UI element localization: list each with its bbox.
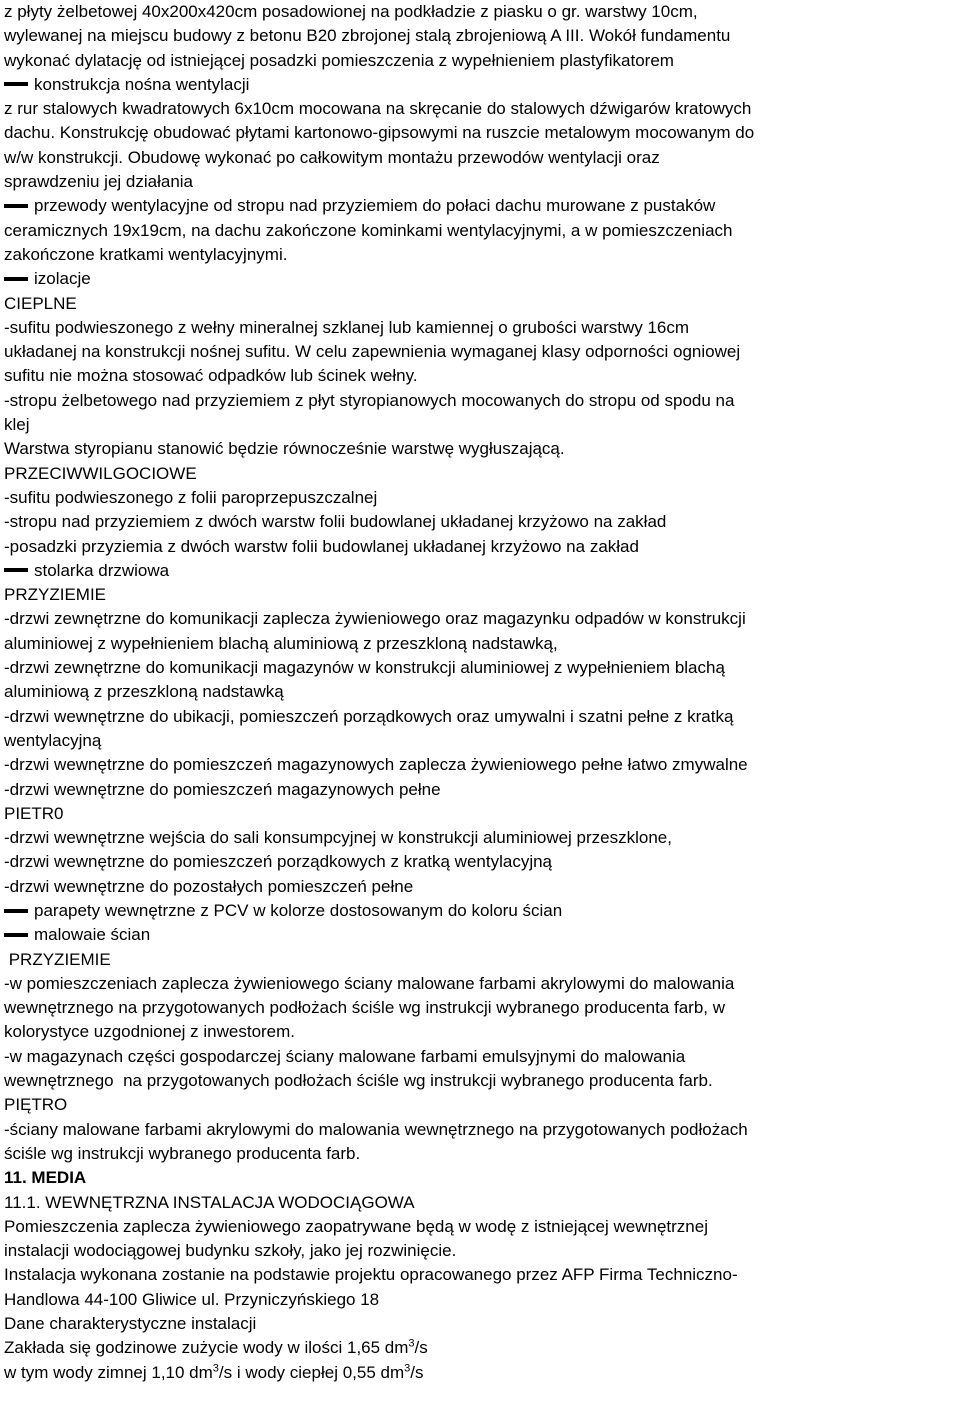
bullet-item: przewody wentylacyjne od stropu nad przyziemiem do połaci dachu murowane z pustaków <box>4 194 957 218</box>
text-line: -drzwi wewnętrzne do pomieszczeń magazynowych pełne <box>4 779 441 799</box>
text-line: sufitu nie można stosować odpadków lub ścinek wełny. <box>4 366 418 386</box>
text-line: zakończone kratkami wentylacyjnymi. <box>4 244 288 264</box>
text-line: w/w konstrukcji. Obudowę wykonać po całkowitym montażu przewodów wentylacji oraz <box>4 147 660 167</box>
chapter-heading: 11. MEDIA <box>4 1168 87 1188</box>
text-line: z rur stalowych kwadratowych 6x10cm mocowana na skręcanie do stalowych dźwigarów kratowych <box>4 99 752 119</box>
text-line: -drzwi wewnętrzne do pozostałych pomieszczeń pełne <box>4 876 414 896</box>
text-line: -w magazynach części gospodarczej ściany malowane farbami emulsyjnymi do malowania <box>4 1046 686 1066</box>
text-line: Handlowa 44-100 Gliwice ul. Przyniczyńskiego 18 <box>4 1289 380 1309</box>
text-line: -sufitu podwieszonego z folii paroprzepuszczalnej <box>4 487 378 507</box>
section-heading: PIĘTRO <box>4 1095 68 1115</box>
bullet-item: konstrukcja nośna wentylacji <box>4 73 957 97</box>
text-line: -sufitu podwieszonego z wełny mineralnej szklanej lub kamiennej o grubości warstwy 16cm <box>4 317 690 337</box>
subchapter-heading: 11.1. WEWNĘTRZNA INSTALACJA WODOCIĄGOWA <box>4 1192 415 1212</box>
dash-bullet-icon <box>4 82 28 86</box>
text-line: Warstwa styropianu stanowić będzie równocześnie warstwę wygłuszającą. <box>4 439 565 459</box>
text-line: Pomieszczenia zaplecza żywieniowego zaopatrywane będą w wodę z istniejącej wewnętrznej <box>4 1216 708 1236</box>
text-line: aluminiowej z wypełnieniem blachą aluminiową z przeszkloną nadstawką, <box>4 633 558 653</box>
text-line: wykonać dylatację od istniejącej posadzki pomieszczenia z wypełnieniem plastyfikatorem <box>4 50 674 70</box>
text-line: z płyty żelbetowej 40x200x420cm posadowionej na podkładzie z piasku o gr. warstwy 10cm, <box>4 2 698 21</box>
text-line: -drzwi wewnętrzne do pomieszczeń magazynowych zaplecza żywieniowego pełne łatwo zmywalne <box>4 755 748 775</box>
section-heading: PIETR0 <box>4 803 64 823</box>
text-line: -drzwi wewnętrzne wejścia do sali konsumpcyjnej w konstrukcji aluminiowej przeszklone, <box>4 828 672 848</box>
dash-bullet-icon <box>4 568 28 572</box>
text-line: ceramicznych 19x19cm, na dachu zakończone kominkami wentylacyjnymi, a w pomieszczeniach <box>4 220 733 240</box>
section-heading: PRZYZIEMIE <box>4 949 111 969</box>
text-line: kolorystyce uzgodnionej z inwestorem. <box>4 1022 296 1042</box>
text-line: -drzwi zewnętrzne do komunikacji magazynów w konstrukcji aluminiowej z wypełnieniem blachą <box>4 658 725 678</box>
text-line: instalacji wodociągowej budynku szkoły, jako jej rozwinięcie. <box>4 1241 457 1261</box>
text-line: ściśle wg instrukcji wybranego producenta farb. <box>4 1143 361 1163</box>
text-line: klej <box>4 415 30 435</box>
bullet-item: izolacje <box>4 267 957 291</box>
text-line: -stropu nad przyziemiem z dwóch warstw folii budowlanej układanej krzyżowo na zakład <box>4 512 667 532</box>
dash-bullet-icon <box>4 909 28 913</box>
text-line: wewnętrznego na przygotowanych podłożach ściśle wg instrukcji wybranego producenta farb. <box>4 1071 713 1091</box>
text-line: w tym wody zimnej 1,10 $dm^3/s$ i wody ciepłej 0,55 $dm^3/s$ <box>4 1361 424 1382</box>
text-line: wylewanej na miejscu budowy z betonu B20 zbrojonej stalą zbrojeniową A III. Wokół fundamentu <box>4 26 731 46</box>
text-line: -ściany malowane farbami akrylowymi do malowania wewnętrznego na przygotowanych podłożach <box>4 1119 748 1139</box>
bullet-item: parapety wewnętrzne z PCV w kolorze dostosowanym do koloru ścian <box>4 899 957 923</box>
dash-bullet-icon <box>4 277 28 281</box>
text-line: układanej na konstrukcji nośnej sufitu. W celu zapewnienia wymaganej klasy odporności ogniowej <box>4 342 741 362</box>
text-line: Zakłada się godzinowe zużycie wody w ilości 1,65 $dm^3/s$ <box>4 1337 428 1358</box>
text-line: Dane charakterystyczne instalacji <box>4 1314 257 1334</box>
text-line: aluminiową z przeszkloną nadstawką <box>4 682 284 702</box>
section-heading: PRZYZIEMIE <box>4 585 107 605</box>
text-line: wewnętrznego na przygotowanych podłożach ściśle wg instrukcji wybranego producenta farb, w <box>4 998 725 1018</box>
text-line: -drzwi wewnętrzne do ubikacji, pomieszczeń porządkowych oraz umywalni i szatni pełne z kratką <box>4 706 734 726</box>
text-line: -posadzki przyziemia z dwóch warstw folii budowlanej układanej krzyżowo na zakład <box>4 536 639 556</box>
text-line: Instalacja wykonana zostanie na podstawie projektu opracowanego przez AFP Firma Techniczno- <box>4 1265 738 1285</box>
text-line: -drzwi wewnętrzne do pomieszczeń porządkowych z kratką wentylacyjną <box>4 852 553 872</box>
text-line: sprawdzeniu jej działania <box>4 172 194 192</box>
section-heading: CIEPLNE <box>4 293 77 313</box>
bullet-item: malowaie ścian <box>4 923 957 947</box>
text-line: wentylacyjną <box>4 730 102 750</box>
text-line: -stropu żelbetowego nad przyziemiem z płyt styropianowych mocowanych do stropu od spodu na <box>4 390 735 410</box>
section-heading: PRZECIWWILGOCIOWE <box>4 463 197 483</box>
text-line: -drzwi zewnętrzne do komunikacji zaplecza żywieniowego oraz magazynku odpadów w konstrukcji <box>4 609 746 629</box>
text-line: dachu. Konstrukcję obudować płytami kartonowo-gipsowymi na ruszcie metalowym mocowanym do <box>4 123 755 143</box>
bullet-item: stolarka drzwiowa <box>4 559 957 583</box>
dash-bullet-icon <box>4 204 28 208</box>
text-line: -w pomieszczeniach zaplecza żywieniowego ściany malowane farbami akrylowymi do malowania <box>4 973 735 993</box>
dash-bullet-icon <box>4 933 28 937</box>
